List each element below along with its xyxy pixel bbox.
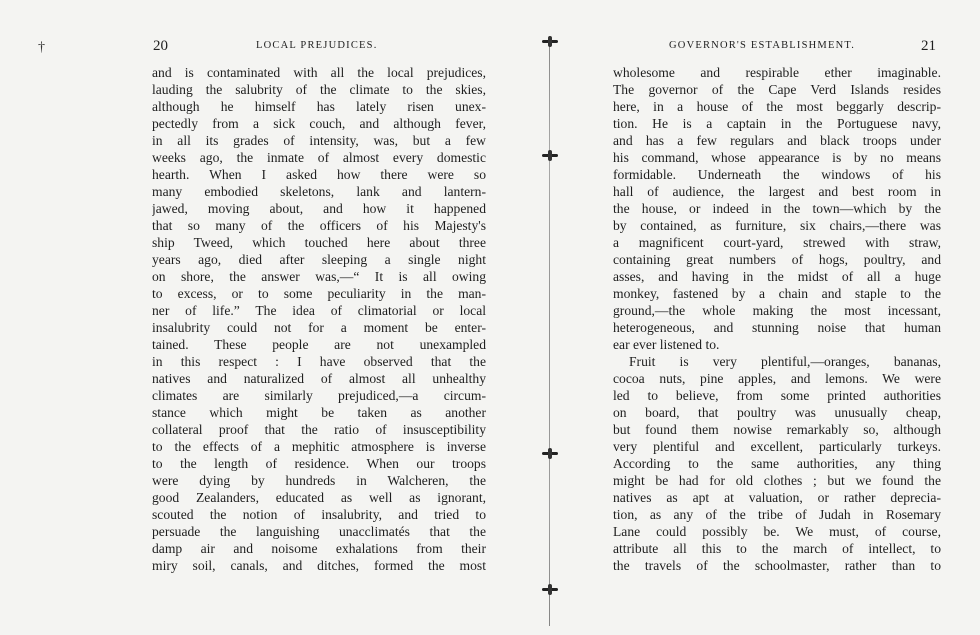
- text-line: collateral proof that the ratio of insusceptibility: [152, 422, 486, 437]
- left-page-text: [152, 64, 486, 574]
- text-line: here, in a house of the most beggarly descrip-: [613, 99, 941, 114]
- text-line: the house, or indeed in the town—which by the: [613, 201, 941, 216]
- text-line: led to believe, from some printed authorities: [613, 388, 941, 403]
- text-line: but found them nowise remarkably so, although: [613, 422, 941, 437]
- text-line: very plentiful and excellent, particularly turkeys.: [613, 439, 941, 454]
- text-line: although he himself has lately risen unex-: [152, 99, 486, 114]
- text-line: to the effects of a mephitic atmosphere is inverse: [152, 439, 486, 454]
- text-line: a magnificent court-yard, strewed with straw,: [613, 235, 941, 250]
- text-line: years ago, died after sleeping a single night: [152, 252, 486, 267]
- text-line: containing great numbers of hogs, poultry, and: [613, 252, 941, 267]
- text-line: monkey, fastened by a chain and staple to the: [613, 286, 941, 301]
- text-line: hall of audience, the largest and best room in: [613, 184, 941, 199]
- text-line: many embodied skeletons, lank and lantern-: [152, 184, 486, 199]
- text-line: natives as apt at valuation, or rather deprecia-: [613, 490, 941, 505]
- text-line: ground,—the whole making the most incessant,: [613, 303, 941, 318]
- text-line: climates are similarly prejudiced,—a circum-: [152, 388, 486, 403]
- text-line: According to the same authorities, any thing: [613, 456, 941, 471]
- gutter-rule: [549, 36, 550, 626]
- right-page-text: [613, 64, 941, 574]
- text-line: cocoa nuts, pine apples, and lemons. We were: [613, 371, 941, 386]
- margin-mark: †: [38, 40, 45, 55]
- text-line: and is contaminated with all the local prejudices,: [152, 65, 486, 80]
- right-page-number: 21: [921, 38, 936, 54]
- text-line: good Zealanders, educated as well as ignorant,: [152, 490, 486, 505]
- text-line: insalubrity could not for a moment be enter-: [152, 320, 486, 335]
- text-line: tion. He is a captain in the Portuguese navy,: [613, 116, 941, 131]
- text-line: ear ever listened to.: [613, 337, 720, 352]
- text-line: wholesome and respirable ether imaginable.: [613, 65, 941, 80]
- text-line: by contained, as furniture, six chairs,—there was: [613, 218, 941, 233]
- text-line: tained. These people are not unexampled: [152, 337, 486, 352]
- text-line: and has a few regulars and black troops under: [613, 133, 941, 148]
- text-line: that so many of the officers of his Majesty's: [152, 218, 486, 233]
- text-line: weeks ago, the inmate of almost every domestic: [152, 150, 486, 165]
- text-line: in this respect : I have observed that the: [152, 354, 486, 369]
- text-line: might be had for old clothes ; but we found the: [613, 473, 941, 488]
- text-line: the travels of the schoolmaster, rather than to: [613, 558, 941, 573]
- text-line: scouted the notion of insalubrity, and tried to: [152, 507, 486, 522]
- text-line: on shore, the answer was,—“ It is all owing: [152, 269, 486, 284]
- text-line: damp air and noisome exhalations from their: [152, 541, 486, 556]
- text-line: heterogeneous, and stunning noise that human: [613, 320, 941, 335]
- text-line: pectedly from a sick couch, and although fever,: [152, 116, 486, 131]
- text-line: his command, whose appearance is by no means: [613, 150, 941, 165]
- text-line: Lane could possibly be. We must, of course,: [613, 524, 941, 539]
- text-line: The governor of the Cape Verd Islands resides: [613, 82, 941, 97]
- text-line: lauding the salubrity of the climate to the skies,: [152, 82, 486, 97]
- text-line: natives and naturalized of almost all unhealthy: [152, 371, 486, 386]
- text-line: stance which might be taken as another: [152, 405, 486, 420]
- text-line: to excess, or to some peculiarity in the man-: [152, 286, 486, 301]
- text-line: persuade the languishing unacclimatés that the: [152, 524, 486, 539]
- text-line: jawed, moving about, and how it happened: [152, 201, 486, 216]
- left-running-head: LOCAL PREJUDICES.: [256, 40, 378, 51]
- text-line: ship Tweed, which touched here about three: [152, 235, 486, 250]
- text-line: hearth. When I asked how there were so: [152, 167, 486, 182]
- text-line: miry soil, canals, and ditches, formed the most: [152, 558, 486, 573]
- text-line: attribute all this to the march of intellect, to: [613, 541, 941, 556]
- book-gutter: [548, 36, 552, 626]
- text-line: on board, that poultry was unusually cheap,: [613, 405, 941, 420]
- text-line: tion, as any of the tribe of Judah in Rosemary: [613, 507, 941, 522]
- text-line: in all its grades of intensity, was, but a few: [152, 133, 486, 148]
- text-line: Fruit is very plentiful,—oranges, bananas,: [629, 354, 941, 369]
- text-line: formidable. Underneath the windows of his: [613, 167, 941, 182]
- left-page-number: 20: [153, 38, 168, 54]
- text-line: asses, and having in the midst of all a huge: [613, 269, 941, 284]
- text-line: to the length of residence. When our troops: [152, 456, 486, 471]
- text-line: were dying by hundreds in Walcheren, the: [152, 473, 486, 488]
- right-running-head: GOVERNOR'S ESTABLISHMENT.: [669, 40, 856, 51]
- right-page: [555, 0, 980, 635]
- text-line: ner of life.” The idea of climatorial or local: [152, 303, 486, 318]
